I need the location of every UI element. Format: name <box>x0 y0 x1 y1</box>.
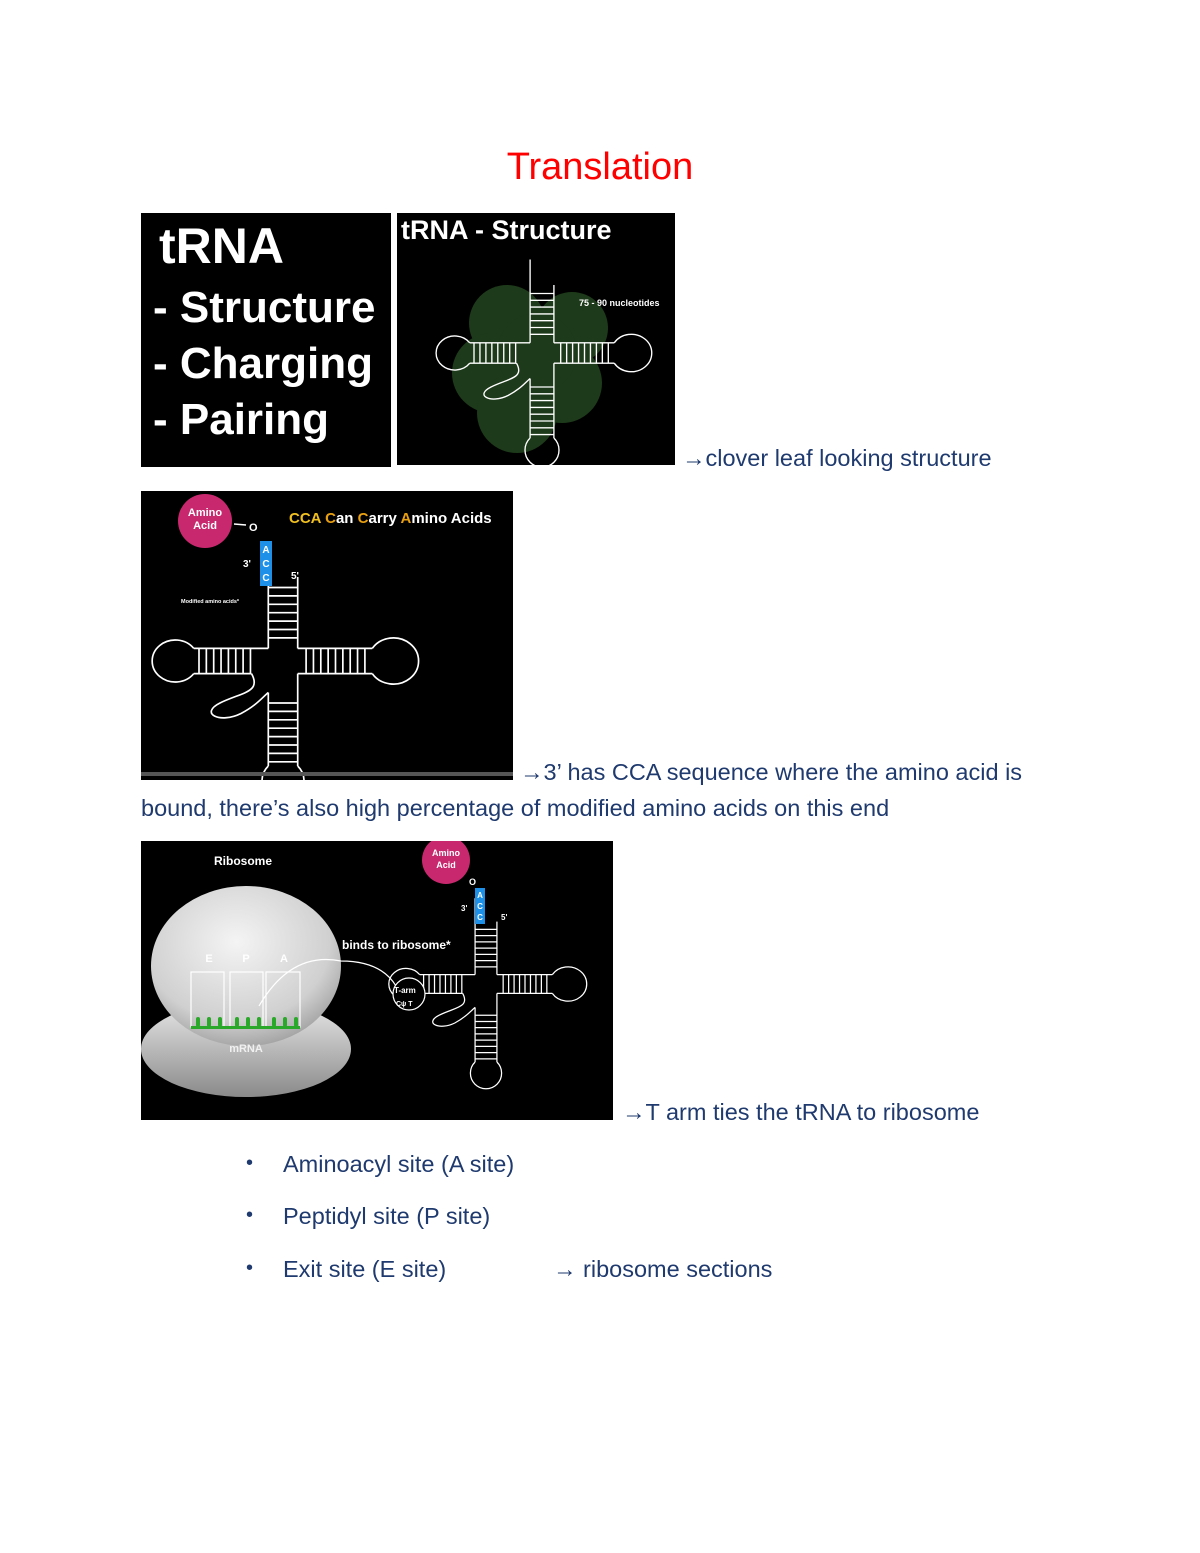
caption-cca-line2: bound, there’s also high percentage of modified amino acids on this end <box>141 795 890 821</box>
three-prime-label: 3' <box>243 559 251 570</box>
trna-cca-diagram <box>141 491 513 780</box>
site-label: E <box>205 953 213 965</box>
list-item: Exit site (E site) <box>283 1256 447 1282</box>
slide-heading: tRNA - Structure <box>401 215 612 245</box>
oxygen-label: O <box>249 522 258 534</box>
nucleotide-note: 75 - 90 nucleotides <box>579 298 660 308</box>
bullet-dot: • <box>246 1204 254 1226</box>
page-title: Translation <box>506 146 694 188</box>
codon-mark <box>272 1017 276 1027</box>
slide-heading: tRNA <box>159 218 284 274</box>
t-psi-c-label: Cψ T <box>396 1001 413 1008</box>
codon-mark <box>235 1017 239 1027</box>
base-label: C <box>477 913 483 922</box>
slide-trna-structure <box>397 213 675 465</box>
modified-note: Modified amino acids* <box>181 599 240 605</box>
slide-item: - Structure <box>153 283 376 332</box>
slide-item: - Charging <box>153 339 373 388</box>
t-arm-label: T-arm <box>394 986 416 995</box>
mrna-label: mRNA <box>229 1043 263 1055</box>
site-label: A <box>280 953 288 965</box>
list-item: Aminoacyl site (A site) <box>283 1151 515 1177</box>
ribosome-diagram <box>141 841 613 1120</box>
three-prime-label: 3' <box>461 904 468 913</box>
codon-mark <box>196 1017 200 1027</box>
slide-ribosome-binding <box>141 841 613 1120</box>
base-label: A <box>477 891 483 900</box>
slide-cca-end <box>141 491 513 780</box>
ribosome-sections-note: → ribosome sections <box>553 1256 773 1282</box>
codon-mark <box>257 1017 261 1027</box>
base-label: C <box>262 559 270 570</box>
cca-headline: CCA Can Carry Amino Acids <box>289 510 492 527</box>
codon-mark <box>246 1017 250 1027</box>
caption-cloverleaf: →clover leaf looking structure <box>682 445 992 471</box>
base-label: C <box>477 902 483 911</box>
list-item: Peptidyl site (P site) <box>283 1203 491 1229</box>
slide-trna-overview <box>141 213 391 467</box>
bullet-dot: • <box>246 1152 254 1174</box>
five-prime-label: 5' <box>501 913 508 922</box>
slide-item: - Pairing <box>153 395 330 444</box>
bullet-dot: • <box>246 1257 254 1279</box>
codon-mark <box>218 1017 222 1027</box>
amino-label: Amino <box>187 507 223 519</box>
base-label: C <box>262 573 270 584</box>
oxygen-label: O <box>469 877 477 887</box>
amino-label: Amino <box>432 848 460 858</box>
codon-mark <box>294 1017 298 1027</box>
amino-label: Acid <box>193 520 217 532</box>
cloverleaf-diagram <box>397 213 675 465</box>
binds-label: binds to ribosome* <box>342 938 451 952</box>
base-label: A <box>262 545 270 556</box>
codon-mark <box>283 1017 287 1027</box>
amino-label: Acid <box>436 860 456 870</box>
site-label: P <box>242 953 250 965</box>
caption-t-arm: →T arm ties the tRNA to ribosome <box>622 1099 980 1125</box>
trna-cloverleaf <box>152 546 418 781</box>
caption-cca-line1: →3’ has CCA sequence where the amino acid is <box>520 759 1023 785</box>
codon-mark <box>207 1017 211 1027</box>
ribosome-label: Ribosome <box>214 854 273 868</box>
five-prime-label: 5' <box>291 571 299 582</box>
